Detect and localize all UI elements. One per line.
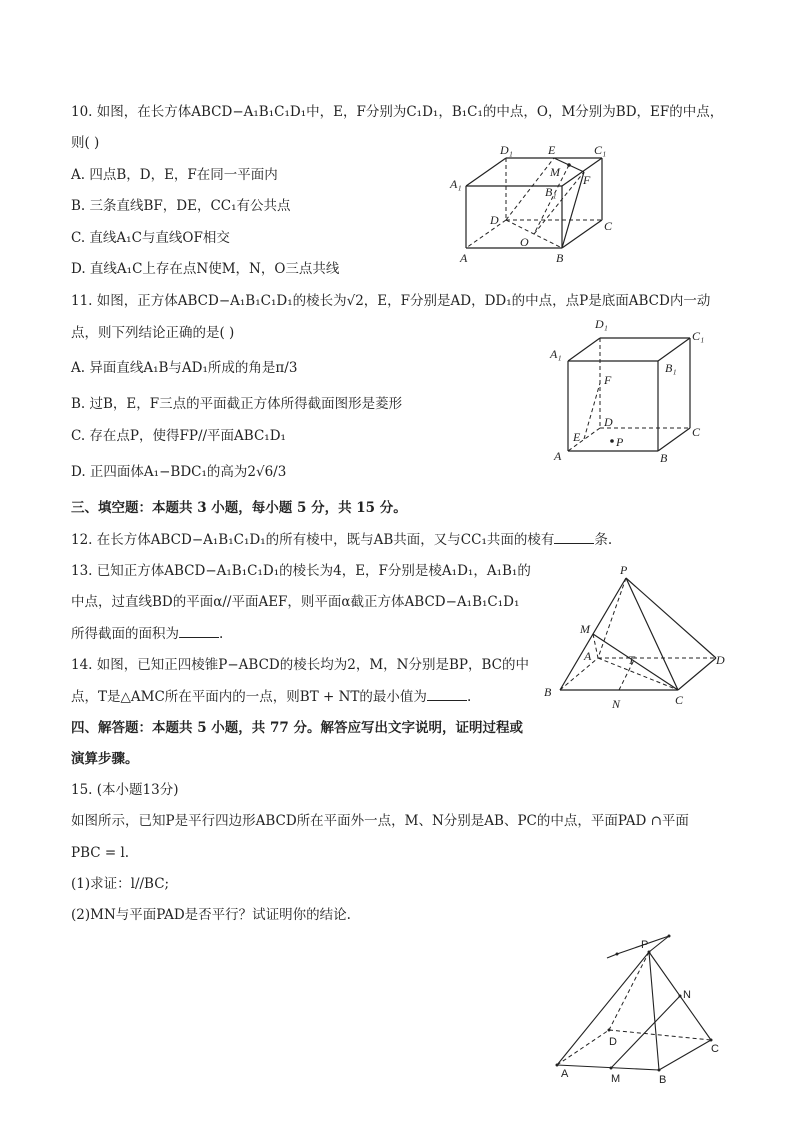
q15-part2: (2)MN与平面PAD是否平行？试证明你的结论. [71,907,351,923]
section-4-heading-line2: 演算步骤。 [71,751,139,767]
section-3-heading: 三、填空题：本题共 3 小题，每小题 5 分，共 15 分。 [71,500,407,516]
section-4-heading-line1: 四、解答题：本题共 5 小题，共 77 分。解答应写出文字说明，证明过程或 [71,720,523,736]
label-C1: C₁ [692,329,705,343]
label-C: C [692,425,701,439]
q11-option-c: C. 存在点P，使得FP//平面ABC₁D₁ [71,428,286,444]
q14-text: 点，T是△AMC所在平面内的一点，则BT + NT的最小值为 [71,689,427,705]
figure-q15-pyramid [545,930,735,1090]
q12-text: 12. 在长方体ABCD−A₁B₁C₁D₁的所有棱中，既与AB共面，又与CC₁共面的棱有 [71,532,555,548]
q13-answer-blank[interactable] [179,625,219,638]
q13-text: 所得截面的面积为 [71,626,179,642]
label-A1: A₁ [450,177,462,191]
q15-heading: 15. (本小题13分) [71,782,179,798]
label-B1: B₁ [665,361,677,375]
figure-q14-pyramid [538,560,738,712]
q14-text-end: . [466,689,472,705]
q10-stem-line1: 10. 如图，在长方体ABCD−A₁B₁C₁D₁中，E，F分别为C₁D₁，B₁C₁的中点，O，M分别为BD，EF的中点， [71,104,724,120]
q14-answer-blank[interactable] [427,688,467,701]
label-N: N [612,697,621,711]
q11-option-b: B. 过B，E，F三点的平面截正方体所得截面图形是菱形 [71,396,403,412]
label-B1: B₁ [545,185,557,199]
label-D1: D₁ [595,317,608,331]
q11-option-a: A. 异面直线A₁B与AD₁所成的角是π/3 [71,360,298,376]
q12-text-end: 条. [594,532,613,548]
q14-line1: 14. 如图，已知正四棱锥P−ABCD的棱长均为2，M，N分别是BP，BC的中 [71,657,529,673]
q11-option-d: D. 正四面体A₁−BDC₁的高为2√6/3 [71,464,287,480]
label-B: B [659,1074,667,1086]
q10-option-c: C. 直线A₁C与直线OF相交 [71,230,230,246]
label-A: A [561,1068,569,1080]
label-M: M [611,1073,621,1085]
label-A: A [584,649,592,663]
q10-stem-line2: 则( ) [71,135,100,151]
label-C: C [604,219,613,233]
q13-text-end: . [219,626,224,642]
q10-option-b: B. 三条直线BF，DE，CC₁有公共点 [71,198,291,214]
q10-option-a: A. 四点B，D，E，F在同一平面内 [71,167,278,183]
q14-line2 [71,688,471,706]
q12-stem [71,531,612,549]
label-T: T [628,653,635,667]
label-A: A [554,449,562,463]
label-M: M [580,622,590,636]
label-D1: D₁ [500,143,513,157]
label-E: E [573,430,581,444]
q12-answer-blank[interactable] [554,531,594,544]
q10-option-d: D. 直线A₁C上存在点N使M，N，O三点共线 [71,261,340,277]
label-P: P [620,563,628,577]
q15-stem-line1: 如图所示，已知P是平行四边形ABCD所在平面外一点，M、N分别是AB、PC的中点，平面PAD ∩平面 [71,813,689,829]
q11-stem-line2: 点，则下列结论正确的是( ) [71,325,235,341]
q11-stem-line1: 11. 如图，正方体ABCD−A₁B₁C₁D₁的棱长为√2，E，F分别是AD，DD₁的中点，点P是底面ABCD内一动 [71,293,711,309]
label-A: A [460,251,468,265]
label-B: B [556,251,564,265]
figure-q10-cuboid [440,140,620,265]
q15-stem-line2: PBC = l. [71,845,130,861]
label-F: F [604,373,612,387]
q13-line2: 中点，过直线BD的平面α//平面AEF，则平面α截正方体ABCD−A₁B₁C₁D₁ [71,594,520,610]
label-P: P [616,435,624,449]
label-O: O [520,235,529,249]
label-D: D [490,213,499,227]
label-C: C [675,693,684,707]
figure-q11-cube [540,310,720,470]
label-B: B [660,451,668,465]
label-D: D [609,1036,617,1048]
label-N: N [683,989,691,1001]
label-A1: A₁ [550,347,562,361]
label-B: B [544,685,552,699]
label-E: E [548,143,556,157]
label-F: F [583,173,591,187]
q13-line3 [71,625,223,643]
label-D: D [716,653,725,667]
q15-part1: (1)求证：l//BC; [71,876,170,892]
label-M: M [550,165,560,179]
q13-line1: 13. 已知正方体ABCD−A₁B₁C₁D₁的棱长为4，E，F分别是棱A₁D₁，A₁B₁的 [71,563,531,579]
label-P: P [641,939,649,951]
label-D: D [604,415,613,429]
label-C: C [711,1043,719,1055]
label-C1: C₁ [594,143,607,157]
